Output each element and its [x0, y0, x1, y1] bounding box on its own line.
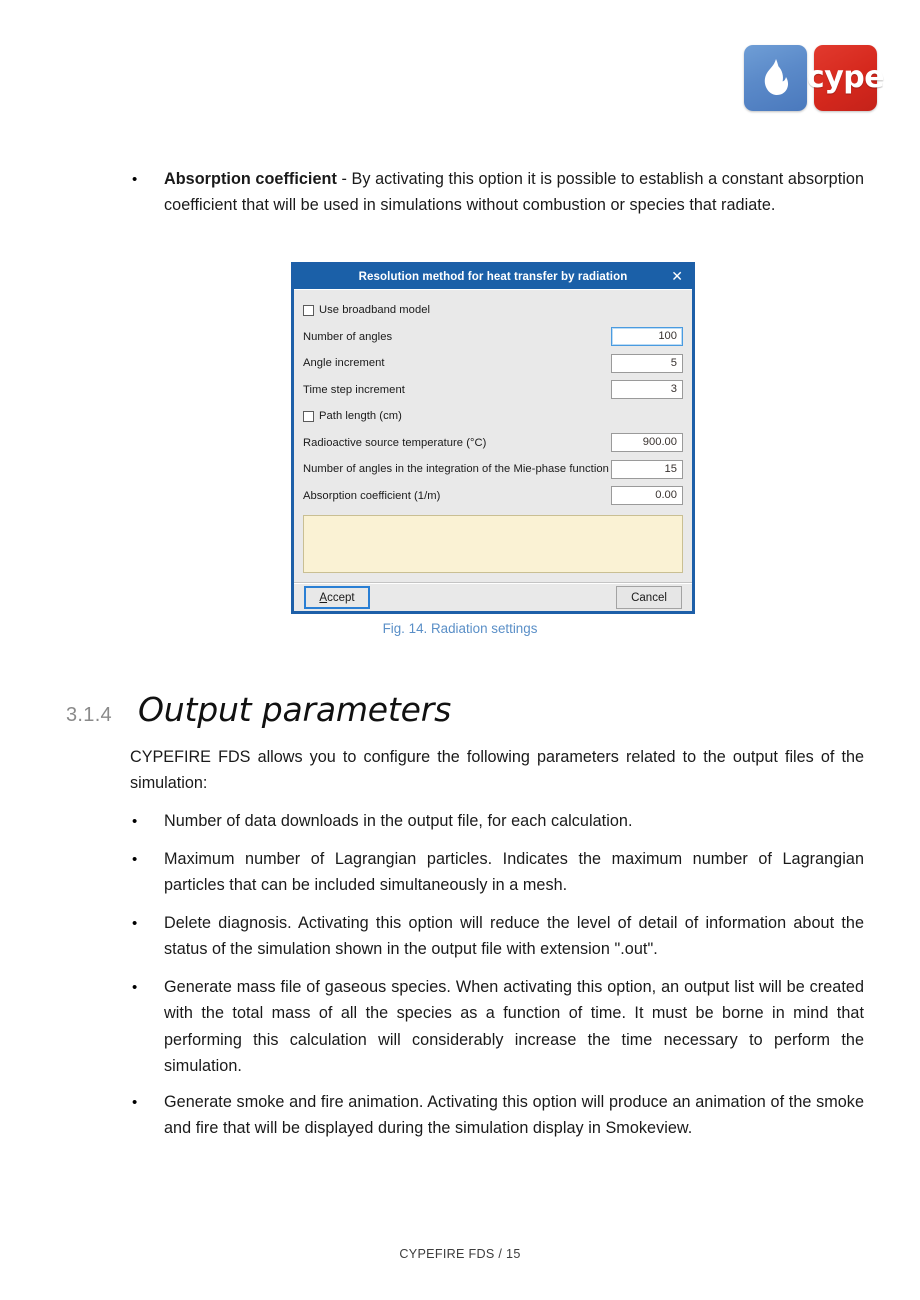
dialog-titlebar: [294, 265, 692, 289]
cype-logo-tile: [806, 45, 885, 111]
field-row-number-of-angles: [303, 324, 683, 351]
bullet-marker: •: [132, 851, 138, 868]
list-item-text: Delete diagnosis. Activating this option will reduce the level of detail of information about the status of the simulation shown in the output file with extension ".out".: [164, 914, 864, 959]
dialog-button-bar: [294, 584, 692, 611]
field-input-radioactive-source-temperature[interactable]: 900.00: [611, 433, 683, 452]
field-row-angle-increment: [303, 350, 683, 377]
list-item-text: Generate mass file of gaseous species. When activating this option, an output list will be created with the total mass of all the species as a function of time. It must be borne in mind that performing this calculation will considerably increase the time necessary to perform the simulation.: [164, 978, 864, 1076]
list-item-text: Generate smoke and fire animation. Activating this option will produce an animation of the smoke and fire that will be displayed during the simulation display in Smokeview.: [164, 1093, 864, 1138]
field-label-mie-phase-angles: Number of angles in the integration of the Mie-phase function: [303, 463, 609, 476]
figure-caption: Fig. 14. Radiation settings: [382, 621, 538, 636]
field-input-time-step-increment[interactable]: 3: [611, 380, 683, 399]
section-heading: [66, 690, 451, 729]
checkbox-broadband-box[interactable]: [303, 305, 314, 316]
section-intro-paragraph: CYPEFIRE FDS allows you to configure the following parameters related to the output files of the simulation:: [130, 748, 864, 793]
checkbox-path-length-box[interactable]: [303, 411, 314, 422]
checkbox-broadband-label: Use broadband model: [319, 304, 431, 317]
radiation-settings-dialog: [291, 262, 695, 614]
field-label-angle-increment: Angle increment: [303, 357, 385, 370]
field-label-number-of-angles: Number of angles: [303, 330, 393, 343]
bullet-marker: •: [132, 1094, 138, 1111]
field-row-time-step-increment: [303, 377, 683, 404]
radiation-settings-dialog-figure: [291, 262, 695, 614]
cancel-button[interactable]: Cancel: [616, 586, 682, 609]
bullet-absorption-coefficient: [130, 166, 864, 219]
field-input-angle-increment[interactable]: 5: [611, 354, 683, 373]
flame-logo-tile: [744, 45, 807, 111]
list-item: [130, 846, 864, 899]
field-row-absorption-coefficient: [303, 483, 683, 510]
field-input-absorption-coefficient[interactable]: 0.00: [611, 486, 683, 505]
accept-button[interactable]: [304, 586, 370, 609]
field-row-mie-phase-angles: [303, 456, 683, 483]
field-label-absorption-coefficient: Absorption coefficient (1/m): [303, 489, 441, 502]
dialog-title: Resolution method for heat transfer by radiation: [358, 271, 628, 283]
field-label-radioactive-source-temperature: Radioactive source temperature (°C): [303, 436, 487, 449]
bullet-marker: •: [132, 171, 138, 188]
list-item-text: Number of data downloads in the output file, for each calculation.: [164, 812, 633, 830]
list-item: [130, 910, 864, 963]
checkbox-row-broadband[interactable]: [303, 297, 683, 324]
bullet-marker: •: [132, 915, 138, 932]
bullet-body: - By activating this option it is possible to establish a constant absorption coefficient that will be used in simulations without combustion or species that radiate.: [164, 170, 864, 215]
bullet-term: Absorption coefficient: [164, 170, 337, 188]
section-number: 3.1.4: [66, 704, 112, 726]
flame-icon: [760, 58, 792, 98]
accept-button-rest: ccept: [327, 591, 355, 604]
list-item-text: Maximum number of Lagrangian particles. Indicates the maximum number of Lagrangian particles that can be included simultaneously in a mesh.: [164, 850, 864, 895]
brand-logo-bar: [744, 45, 885, 111]
bullet-marker: •: [132, 813, 138, 830]
accept-button-accel: A: [319, 591, 328, 604]
dialog-field-group: [294, 290, 692, 509]
field-input-mie-phase-angles[interactable]: 15: [611, 460, 683, 479]
checkbox-row-path-length[interactable]: [303, 403, 683, 430]
list-item: [130, 974, 864, 1080]
bullet-marker: •: [132, 979, 138, 996]
dialog-note-panel: [303, 515, 683, 573]
page-title: Output parameters: [137, 690, 452, 729]
field-input-number-of-angles[interactable]: 100: [611, 327, 683, 346]
dialog-body: [294, 289, 692, 611]
bullet-absorption-text: [164, 166, 864, 219]
field-label-time-step-increment: Time step increment: [303, 383, 405, 396]
checkbox-path-length-label: Path length (cm): [319, 410, 402, 423]
list-item: [130, 808, 864, 835]
list-item: [130, 1089, 864, 1142]
close-icon[interactable]: ✕: [671, 269, 683, 285]
cype-wordmark: cype: [806, 60, 885, 95]
page-footer: CYPEFIRE FDS / 15: [399, 1247, 521, 1261]
field-row-radioactive-source-temperature: [303, 430, 683, 457]
